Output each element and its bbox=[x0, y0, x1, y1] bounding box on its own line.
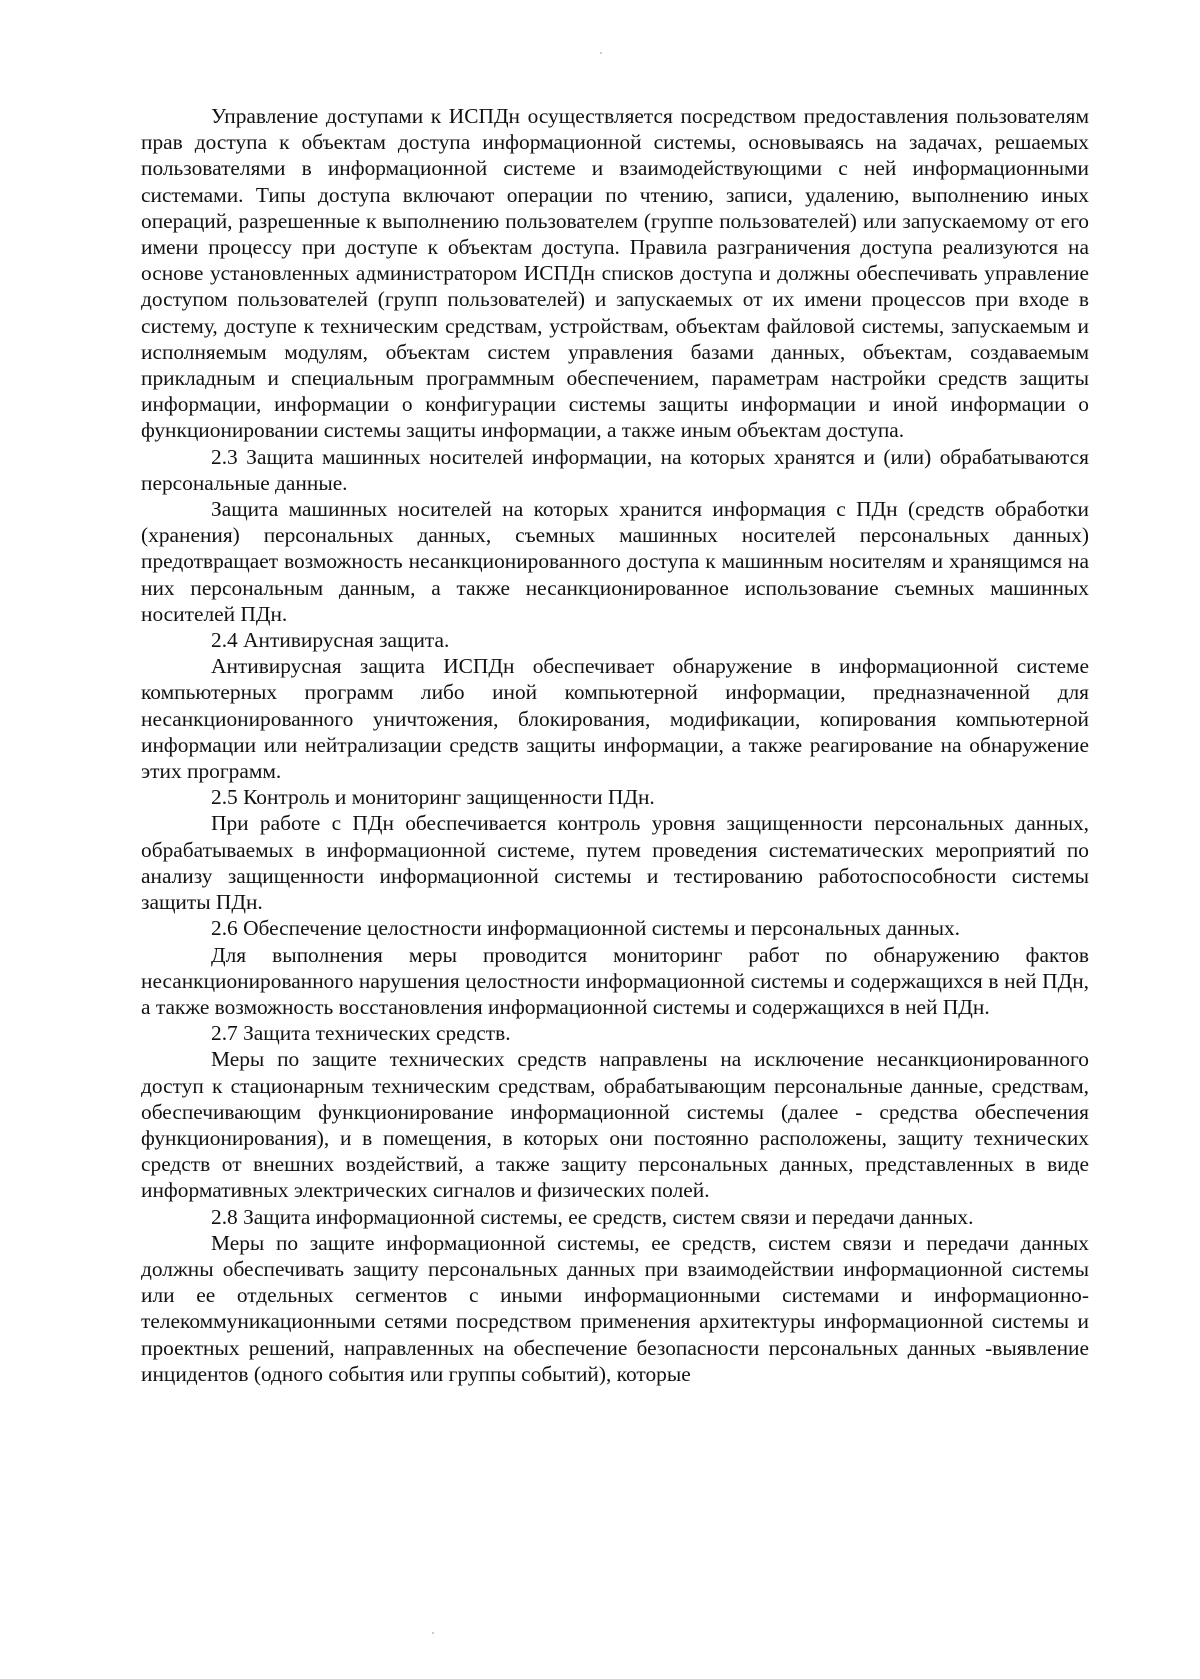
scan-speck bbox=[432, 1632, 434, 1634]
section-heading-2-3: 2.3 Защита машинных носителей информации, на которых хранятся и (или) обрабатываются персональные данные. bbox=[141, 444, 1089, 495]
section-heading-2-4: 2.4 Антивирусная защита. bbox=[211, 628, 450, 653]
document-body bbox=[141, 103, 1089, 1387]
scan-speck bbox=[600, 52, 602, 54]
section-heading-2-7: 2.7 Защита технических средств. bbox=[211, 1021, 511, 1046]
paragraph-network-protection: Меры по защите информационной системы, ее средств, систем связи и передачи данных должны обеспечивать защиту персональных данных при взаимодействии информационной системы или ее отдельных сегментов с иными информационными системами и информационно-телекоммуникационными сетями посредством применения архитектуры информационной системы и проектных решений, направленных на обеспечение безопасности персональных данных -выявление инцидентов (одного события или группы событий), которые bbox=[141, 1230, 1089, 1386]
paragraph-integrity: Для выполнения меры проводится мониторинг работ по обнаружению фактов несанкционированного нарушения целостности информационной системы и содержащихся в ней ПДн, а также возможность восстановления информационной системы и содержащихся в ней ПДн. bbox=[141, 942, 1089, 1019]
section-heading-2-8: 2.8 Защита информационной системы, ее средств, систем связи и передачи данных. bbox=[211, 1204, 974, 1229]
section-heading-2-6: 2.6 Обеспечение целостности информационной системы и персональных данных. bbox=[211, 916, 960, 941]
paragraph-technical-means: Меры по защите технических средств направлены на исключение несанкционированного доступ к стационарным техническим средствам, обрабатывающим персональные данные, средствам, обеспечивающим функционирование информационной системы (далее - средства обеспечения функционирования), и в помещения, в которых они постоянно расположены, защиту технических средств от внешних воздействий, а также защиту персональных данных, представленных в виде информативных электрических сигналов и физических полей. bbox=[141, 1047, 1089, 1203]
paragraph-monitoring: При работе с ПДн обеспечивается контроль уровня защищенности персональных данных, обрабатываемых в информационной системе, путем проведения систематических мероприятий по анализу защищенности информационной системы и тестированию работоспособности системы защиты ПДн. bbox=[141, 811, 1089, 915]
paragraph-antivirus: Антивирусная защита ИСПДн обеспечивает обнаружение в информационной системе компьютерных программ либо иной компьютерной информации, предназначенной для несанкционированного уничтожения, блокирования, модификации, копирования компьютерной информации или нейтрализации средств защиты информации, а также реагирование на обнаружение этих программ. bbox=[141, 654, 1089, 784]
paragraph-access-control: Управление доступами к ИСПДн осуществляется посредством предоставления пользователям прав доступа к объектам доступа информационной системы, основываясь на задачах, решаемых пользователями в информационной системе и взаимодействующими с ней информационными системами. Типы доступа включают операции по чтению, записи, удалению, выполнению иных операций, разрешенные к выполнению пользователем (группе пользователей) или запускаемому от его имени процессу при доступе к объектам доступа. Правила разграничения доступа реализуются на основе установленных администратором ИСПДн списков доступа и должны обеспечивать управление доступом пользователей (групп пользователей) и запускаемых от их имени процессов при входе в систему, доступе к техническим средствам, устройствам, объектам файловой системы, запускаемым и исполняемым модулям, объектам систем управления базами данных, объектам, создаваемым прикладным и специальным программным обеспечением, параметрам настройки средств защиты информации, информации о конфигурации системы защиты информации и иной информации о функционировании системы защиты информации, а также иным объектам доступа. bbox=[141, 104, 1089, 443]
paragraph-media-protection: Защита машинных носителей на которых хранится информация с ПДн (средств обработки (хранения) персональных данных, съемных машинных носителей персональных данных) предотвращает возможность несанкционированного доступа к машинным носителям и хранящимся на них персональным данным, а также несанкционированное использование съемных машинных носителей ПДн. bbox=[141, 497, 1089, 626]
section-heading-2-5: 2.5 Контроль и мониторинг защищенности ПДн. bbox=[211, 785, 655, 810]
